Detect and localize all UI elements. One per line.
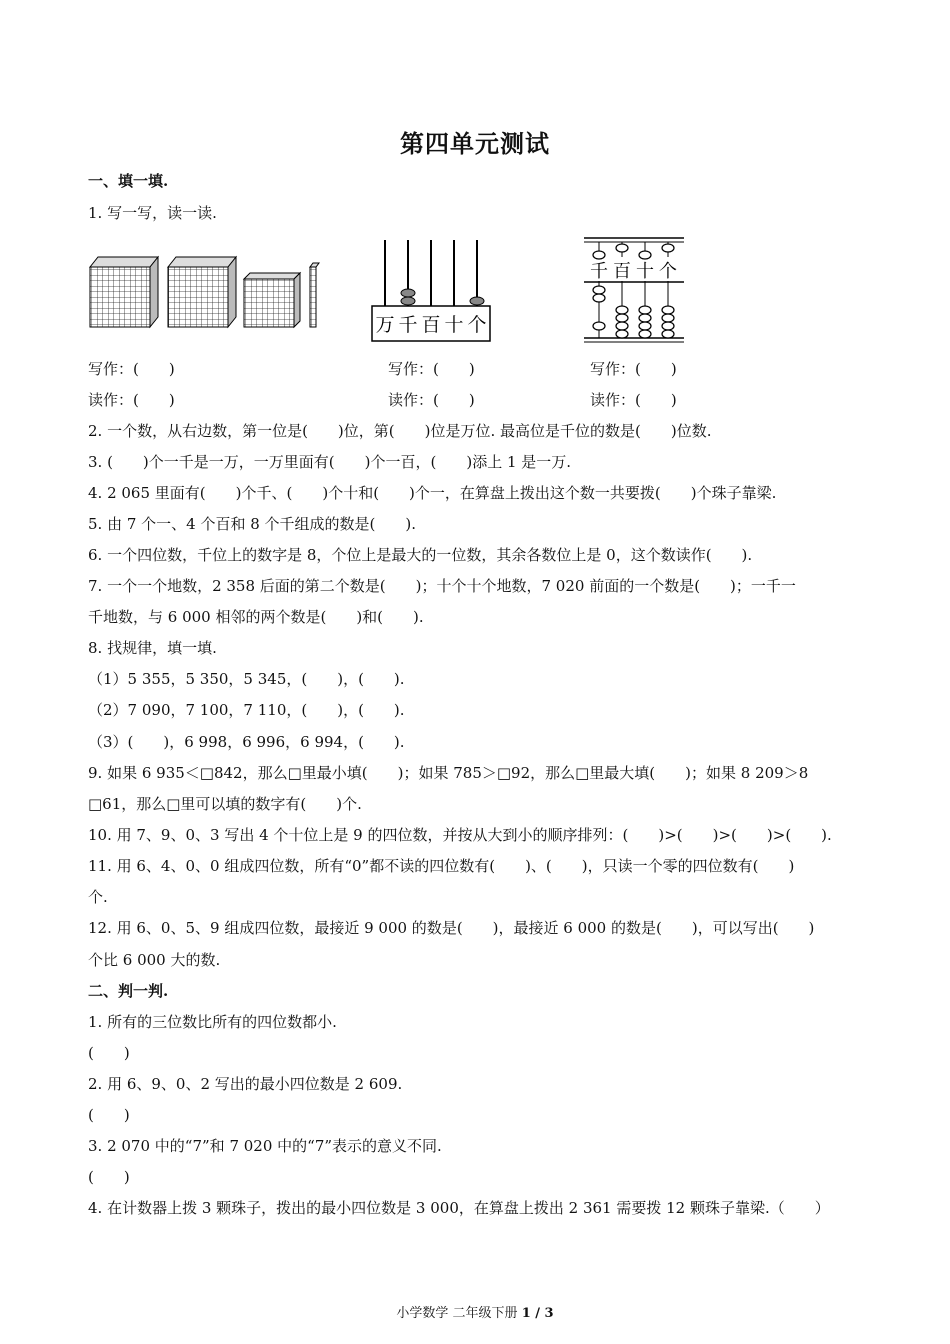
page-footer — [0, 1302, 950, 1321]
abacus1-label-qian: 千 — [398, 314, 418, 336]
ten-rod — [310, 263, 319, 327]
question-4: 4. 2 065 里面有( )个千、( )个十和( )个一，在算盘上拨出这个数一共要拨( )个珠子靠梁. — [88, 484, 777, 502]
page-number: 1 / 3 — [521, 1306, 554, 1321]
judge-2-answer[interactable]: ( ) — [88, 1106, 130, 1124]
question-3: 3. ( )个一千是一万，一万里面有( )个一百，( )添上 1 是一万. — [88, 453, 572, 471]
judge-1: 1. 所有的三位数比所有的四位数都小. — [88, 1013, 337, 1031]
abacus2-label-bai: 百 — [613, 261, 631, 282]
thousand-cube-1 — [90, 257, 158, 327]
question-1: 1. 写一写，读一读. — [88, 204, 217, 222]
read-blank-2[interactable]: 读作：( ) — [388, 391, 475, 409]
section-heading-fill: 一、填一填. — [88, 172, 169, 190]
question-8-2: （2）7 090，7 100，7 110，( )，( ). — [88, 701, 405, 719]
page-title: 第四单元测试 — [400, 129, 550, 158]
question-9: 9. 如果 6 935＜□842，那么□里最小填( )；如果 785＞□92，那么□里最大填( )；如果 8 209＞8 — [88, 764, 809, 782]
blocks-figure — [86, 253, 326, 353]
write-blank-2[interactable]: 写作：( ) — [388, 360, 475, 378]
judge-1-answer[interactable]: ( ) — [88, 1044, 130, 1062]
judge-2: 2. 用 6、9、0、2 写出的最小四位数是 2 609. — [88, 1075, 403, 1093]
write-blank-3[interactable]: 写作：( ) — [590, 360, 677, 378]
question-7-cont: 千地数，与 6 000 相邻的两个数是( )和( ). — [88, 608, 424, 626]
question-8-3: （3）( )，6 998，6 996，6 994，( ). — [88, 733, 405, 751]
judge-4: 4. 在计数器上拨 3 颗珠子，拨出的最小四位数是 3 000，在算盘上拨出 2 361 需要拨 12 颗珠子靠梁.（ ） — [88, 1199, 830, 1217]
question-8-1: （1）5 355，5 350，5 345，( )，( ). — [88, 670, 405, 688]
thousand-cube-2 — [168, 257, 236, 327]
counter-abacus-figure — [370, 240, 500, 344]
abacus1-label-ge: 个 — [467, 314, 487, 336]
question-11: 11. 用 6、4、0、0 组成四位数，所有“0”都不读的四位数有( )、( )，只读一个零的四位数有( ) — [88, 857, 795, 875]
question-5: 5. 由 7 个一、4 个百和 8 个千组成的数是( ). — [88, 515, 417, 533]
read-blank-1[interactable]: 读作：( ) — [88, 391, 175, 409]
write-blank-1[interactable]: 写作：( ) — [88, 360, 175, 378]
question-1-figures — [0, 235, 950, 345]
section-heading-judge: 二、判一判. — [88, 982, 169, 1000]
question-12: 12. 用 6、0、5、9 组成四位数，最接近 9 000 的数是( )，最接近 6 000 的数是( )，可以写出( ) — [88, 919, 815, 937]
abacus1-label-bai: 百 — [421, 314, 441, 336]
judge-3: 3. 2 070 中的“7”和 7 020 中的“7”表示的意义不同. — [88, 1137, 442, 1155]
question-12-cont: 个比 6 000 大的数. — [88, 951, 221, 969]
question-9-cont: □61，那么□里可以填的数字有( )个. — [88, 795, 362, 813]
abacus2-label-ge: 个 — [659, 261, 677, 282]
question-10: 10. 用 7、9、0、3 写出 4 个十位上是 9 的四位数，并按从大到小的顺序排列：( )>( )>( )>( ). — [88, 826, 832, 844]
suanpan-abacus-figure — [582, 235, 692, 345]
abacus2-label-shi: 十 — [636, 261, 654, 282]
question-6: 6. 一个四位数，千位上的数字是 8，个位上是最大的一位数，其余各数位上是 0，这个数读作( ). — [88, 546, 753, 564]
hundred-flat — [244, 273, 300, 327]
question-2: 2. 一个数，从右边数，第一位是( )位，第( )位是万位. 最高位是千位的数是( )位数. — [88, 422, 712, 440]
judge-3-answer[interactable]: ( ) — [88, 1168, 130, 1186]
question-8: 8. 找规律，填一填. — [88, 639, 217, 657]
footer-text: 小学数学 二年级下册 — [396, 1306, 522, 1321]
abacus1-label-wan: 万 — [375, 314, 395, 336]
abacus1-label-shi: 十 — [444, 314, 464, 336]
question-11-cont: 个. — [88, 888, 108, 906]
abacus2-label-qian: 千 — [590, 261, 608, 282]
question-7: 7. 一个一个地数，2 358 后面的第二个数是( )；十个十个地数，7 020 前面的一个数是( )；一千一 — [88, 577, 796, 595]
read-blank-3[interactable]: 读作：( ) — [590, 391, 677, 409]
